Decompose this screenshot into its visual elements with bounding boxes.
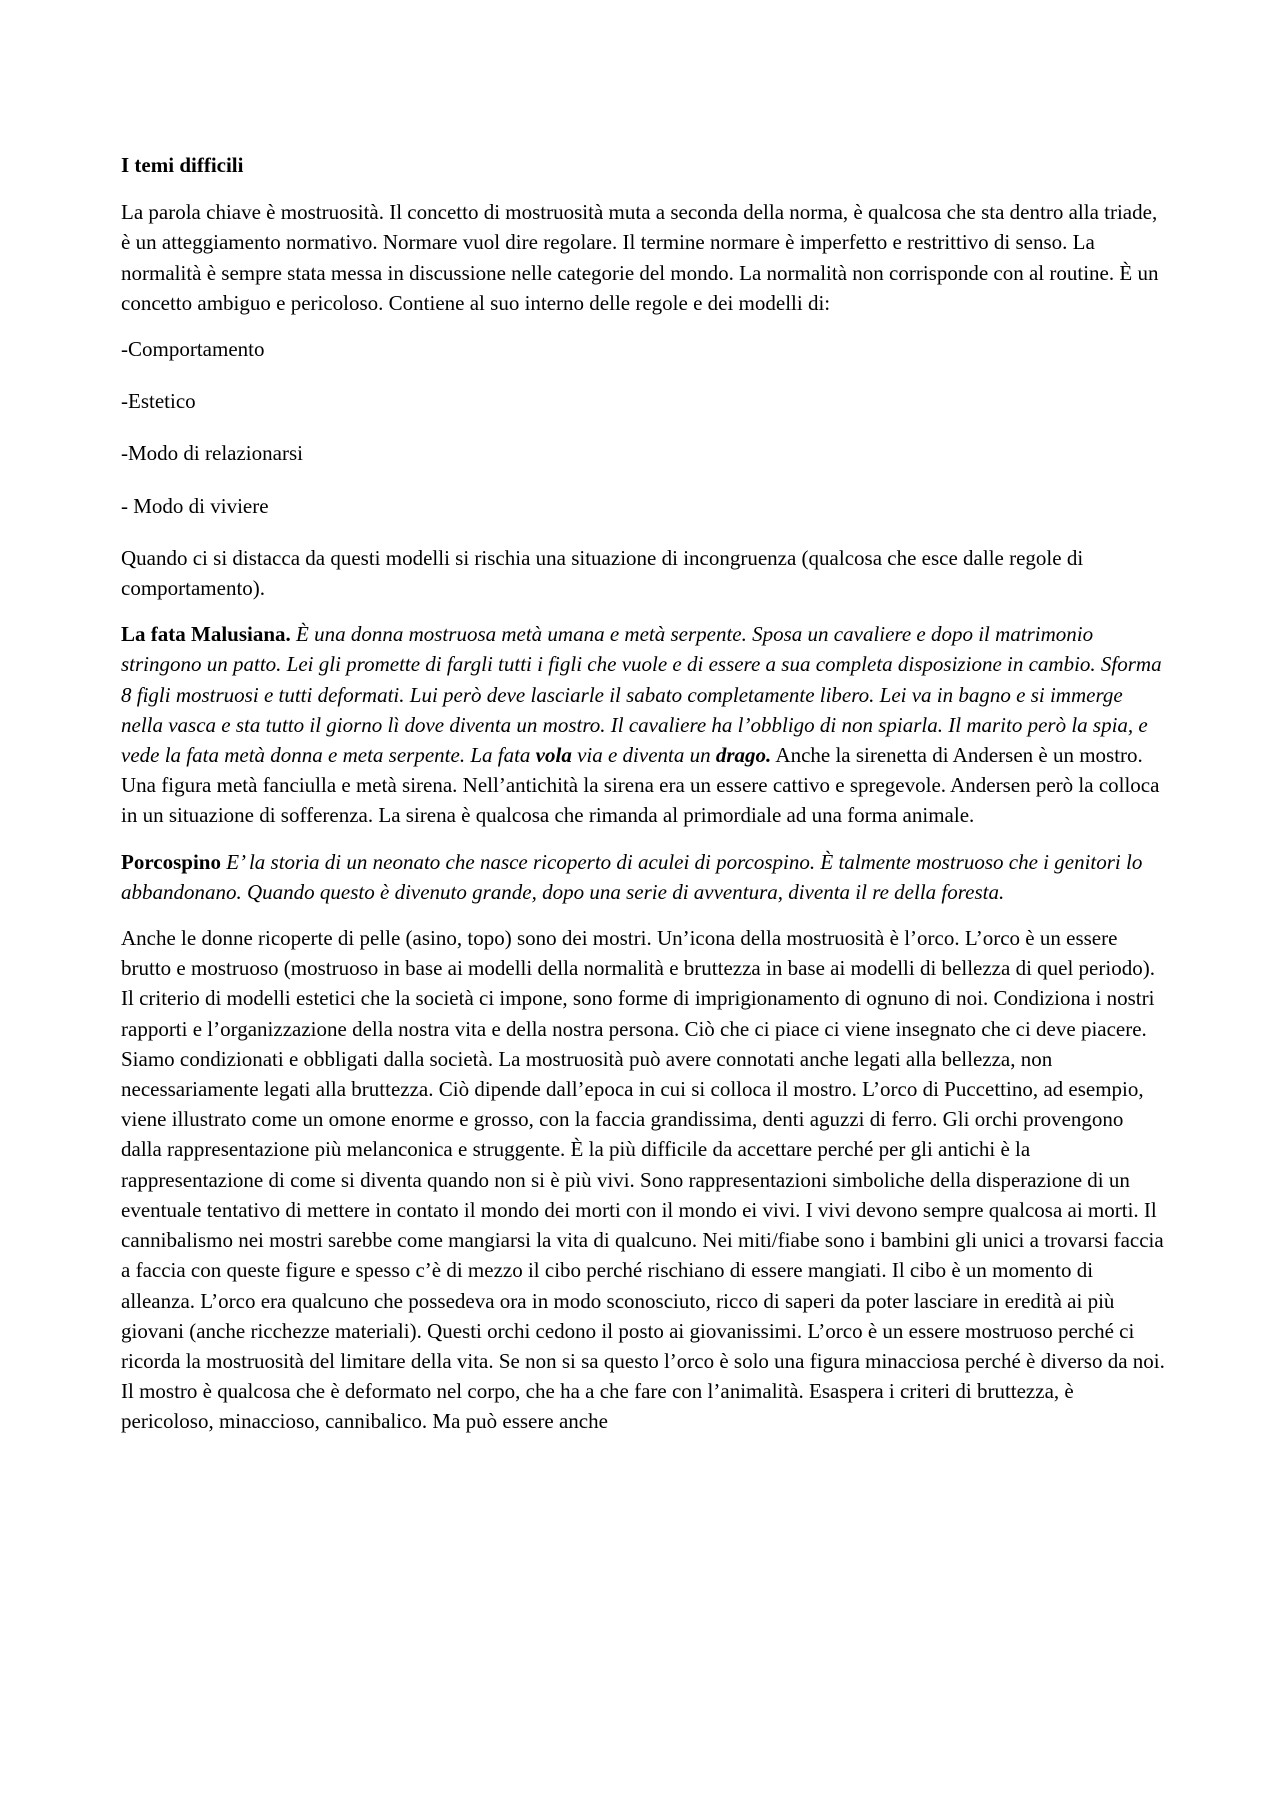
porcospino-paragraph <box>121 847 1166 907</box>
malusiana-bold-vola: vola <box>535 743 572 768</box>
list-item-viviere: - Modo di viviere <box>121 493 269 518</box>
malusiana-bold-drago: drago. <box>715 743 772 768</box>
after-list-paragraph: Quando ci si distacca da questi modelli si rischia una situazione di incongruenza (qualcosa che esce dalle regole di comportamento). <box>121 545 1084 601</box>
malusiana-italic-1: È una donna mostruosa metà umana e metà serpente. Sposa un cavaliere e dopo il matrimonio stringono un patto. Lei gli promette di fargli tutti i figli che vuole e di essere a sua completa disposizione in cambio. Sforma 8 figli mostruosi e tutti deformati. Lui però deve lasciarle il sabato completamente libero. Lei va in bagno e si immerge nella vasca e sta tutto il giorno lì dove diventa un mostro. Il cavaliere ha l’obbligo di non spiarla. Il marito però la spia, e vede la fata metà donna e meta serpente. La fata <box>121 622 1162 768</box>
intro-paragraph: La parola chiave è mostruosità. Il concetto di mostruosità muta a seconda della norma, è qualcosa che sta dentro alla triade, è un atteggiamento normativo. Normare vuol dire regolare. Il termine normare è imperfetto e restrittivo di senso. La normalità è sempre stata messa in discussione nelle categorie del mondo. La normalità non corrisponde con al routine. È un concetto ambiguo e pericoloso. Contiene al suo interno delle regole e dei modelli di: <box>121 200 1159 315</box>
malusiana-heading: La fata Malusiana. <box>121 622 291 647</box>
list-item-comportamento: -Comportamento <box>121 337 265 362</box>
list-item-estetico: -Estetico <box>121 389 196 414</box>
list-item-relazionarsi: -Modo di relazionarsi <box>121 441 303 466</box>
document-page <box>121 150 1166 1453</box>
malusiana-italic-2: via e diventa un <box>571 743 716 768</box>
final-paragraph: Anche le donne ricoperte di pelle (asino, topo) sono dei mostri. Un’icona della mostruosità è l’orco. L’orco è un essere brutto e mostruoso (mostruoso in base ai modelli della normalità e bruttezza in base ai modelli di bellezza di quel periodo). Il criterio di modelli estetici che la società ci impone, sono forme di imprigionamento di ognuno di noi. Condiziona i nostri rapporti e l’organizzazione della nostra vita e della nostra persona. Ciò che ci piace ci viene insegnato che ci deve piacere. Siamo condizionati e obbligati dalla società. La mostruosità può avere connotati anche legati alla bellezza, non necessariamente legati alla bruttezza. Ciò dipende dall’epoca in cui si colloca il mostro. L’orco di Puccettino, ad esempio, viene illustrato come un omone enorme e grosso, con la faccia grandissima, denti aguzzi di ferro. Gli orchi provengono dalla rappresentazione più melanconica e struggente. È la più difficile da accettare perché per gli antichi è la rappresentazione di come si diventa quando non si è più vivi. Sono rappresentazioni simboliche della disperazione di un eventuale tentativo di mettere in contato il mondo dei morti con il mondo ei vivi. I vivi devono sempre qualcosa ai morti. Il cannibalismo nei mostri sarebbe come mangiarsi la vita di qualcuno. Nei miti/fiabe sono i bambini gli unici a trovarsi faccia a faccia con queste figure e spesso c’è di mezzo il cibo perché rischiano di essere mangiati. Il cibo è un momento di alleanza. L’orco era qualcuno che possedeva ora in modo sconosciuto, ricco di saperi da poter lasciare in eredità ai più giovani (anche ricchezze materiali). Questi orchi cedono il posto ai giovanissimi. L’orco è un essere mostruoso perché ci ricorda la mostruosità del limitare della vita. Se non si sa questo l’orco è solo una figura minacciosa perché è diverso da noi. Il mostro è qualcosa che è deformato nel corpo, che ha a che fare con l’animalità. Esaspera i criteri di bruttezza, è pericoloso, minaccioso, cannibalico. Ma può essere anche <box>121 926 1165 1434</box>
porcospino-italic: E’ la storia di un neonato che nasce ricoperto di aculei di porcospino. È talmente mostruoso che i genitori lo abbandonano. Quando questo è divenuto grande, dopo una serie di avventura, diventa il re della foresta. <box>121 849 1143 904</box>
malusiana-normal: Anche la sirenetta di Andersen è un mostro. Una figura metà fanciulla e metà sirena. Nell’antichità la sirena era un essere cattivo e spregevole. Andersen però la colloca in un situazione di sofferenza. La sirena è qualcosa che rimanda al primordiale ad una forma animale. <box>121 743 1160 828</box>
porcospino-heading: Porcospino <box>121 849 221 874</box>
malusiana-paragraph <box>121 619 1166 830</box>
document-title: I temi difficili <box>121 153 244 177</box>
